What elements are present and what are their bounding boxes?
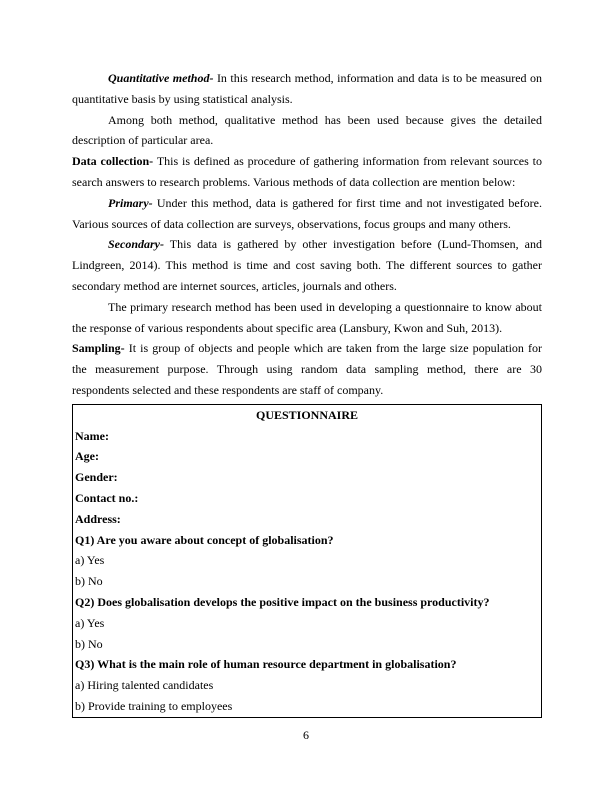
paragraph-primary (72, 193, 542, 235)
question-1: Q1) Are you aware about concept of globalisation? (75, 532, 334, 547)
text-among-both: Among both method, qualitative method has been used because gives the detailed description of particular area. (72, 112, 542, 148)
question-1-option-a: a) Yes (75, 553, 105, 568)
text-sampling: It is group of objects and people which are taken from the large size population for the measurement purpose. Through using random data sampling method, there are 30 respondents selected and these respondents are staff of company. (72, 341, 542, 397)
term-primary: Primary- (108, 195, 153, 210)
question-1-option-b: b) No (75, 574, 103, 589)
paragraph-sampling (72, 338, 542, 400)
page-body (72, 68, 542, 718)
question-2: Q2) Does globalisation develops the positive impact on the business productivity? (75, 594, 490, 609)
paragraph-among-both (72, 110, 542, 152)
question-2-option-b: b) No (75, 636, 103, 651)
questionnaire-box (72, 404, 542, 718)
paragraph-quantitative-method (72, 68, 542, 110)
paragraph-secondary (72, 234, 542, 296)
text-data-collection: This is defined as procedure of gathering information from relevant sources to search answers to research problems. Various methods of data collection are mention below: (72, 154, 543, 189)
paragraph-primary-method (72, 297, 542, 339)
term-quantitative-method: Quantitative method- (108, 71, 214, 85)
term-data-collection: Data collection- (72, 154, 154, 169)
questionnaire-title: QUESTIONNAIRE (255, 407, 359, 422)
term-sampling: Sampling- (72, 341, 125, 356)
question-3-option-a: a) Hiring talented candidates (75, 678, 214, 693)
question-2-option-a: a) Yes (75, 615, 105, 630)
field-age-label: Age: (75, 449, 99, 464)
question-3: Q3) What is the main role of human resource department in globalisation? (75, 657, 457, 672)
field-name-label: Name: (75, 428, 109, 443)
text-primary: Under this method, data is gathered for first time and not investigated before. Various sources of data collection are surveys, observations, focus groups and many others. (72, 195, 542, 231)
term-secondary: Secondary- (108, 237, 164, 252)
page-number: 6 (303, 728, 309, 742)
paragraph-data-collection (72, 151, 542, 193)
field-gender-label: Gender: (75, 470, 118, 485)
question-3-option-b: b) Provide training to employees (75, 698, 233, 713)
text-primary-method: The primary research method has been used in developing a questionnaire to know about the response of various respondents about specific area (Lansbury, Kwon and Suh, 2013). (72, 299, 542, 335)
text-secondary: This data is gathered by other investigation before (Lund-Thomsen, and Lindgreen, 2014). This method is time and cost saving both. The different sources to gather secondary method are internet sources, articles, journals and others. (72, 237, 542, 293)
field-address-label: Address: (75, 511, 121, 526)
field-contact-label: Contact no.: (75, 490, 139, 505)
text-quantitative-method: In this research method, information and data is to be measured on quantitative basis by using statistical analysis. (72, 71, 542, 106)
